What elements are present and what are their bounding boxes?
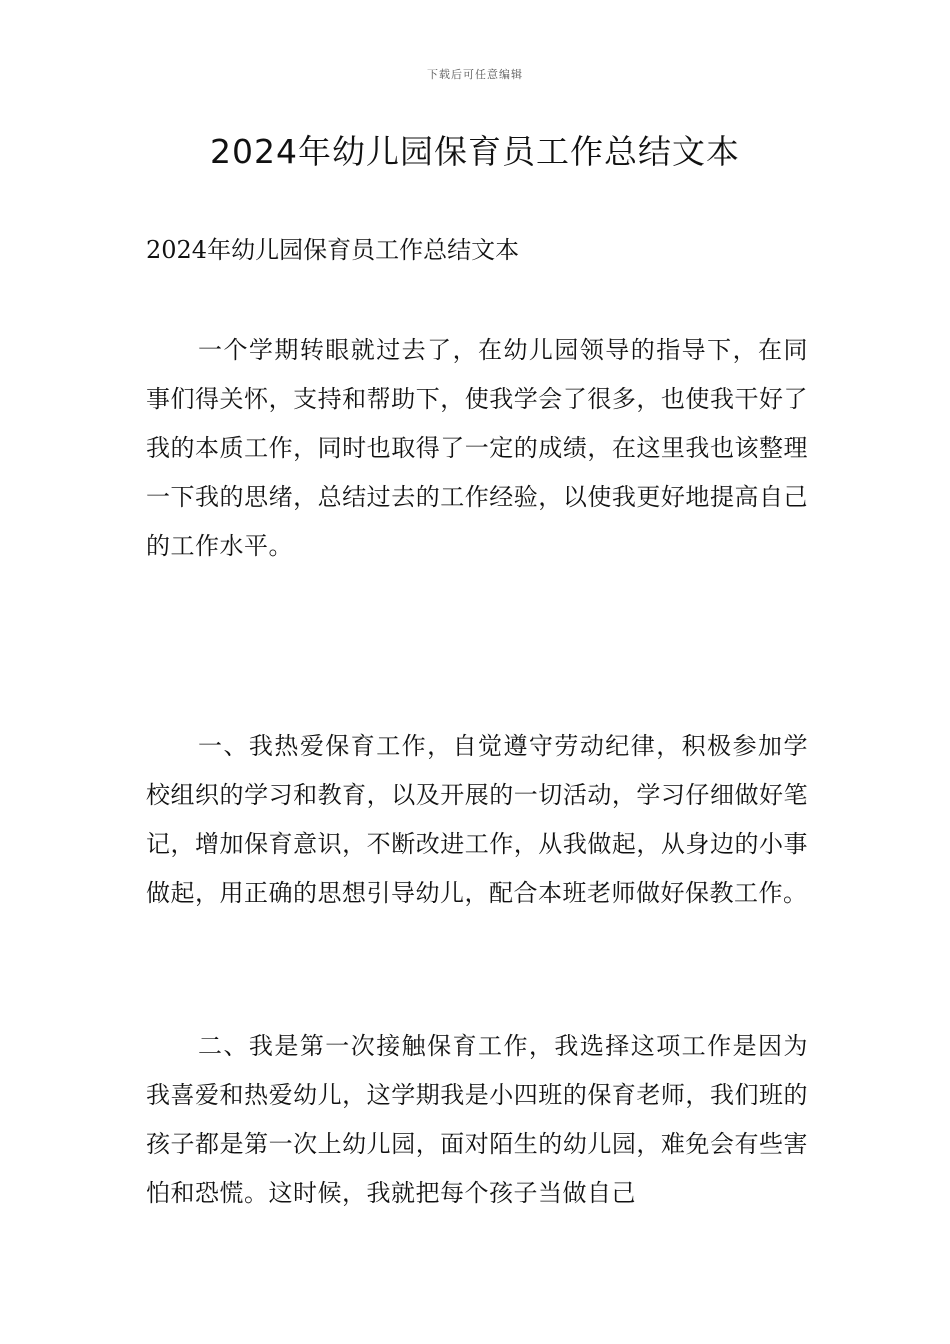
paragraph-section-one: 一、我热爱保育工作，自觉遵守劳动纪律，积极参加学校组织的学习和教育，以及开展的一切活动，学习仔细做好笔记，增加保育意识，不断改进工作，从我做起，从身边的小事做起，用正确的思想引导幼儿，配合本班老师做好保教工作。: [146, 732, 808, 907]
paragraph-intro: 一个学期转眼就过去了，在幼儿园领导的指导下，在同事们得关怀，支持和帮助下，使我学会了很多，也使我干好了我的本质工作，同时也取得了一定的成绩，在这里我也该整理一下我的思绪，总结过去的工作经验，以使我更好地提高自己的工作水平。: [146, 336, 808, 560]
document-subtitle: 2024年幼儿园保育员工作总结文本: [146, 236, 520, 264]
document-title: 2024年幼儿园保育员工作总结文本: [210, 132, 740, 171]
paragraph-section-two: 二、我是第一次接触保育工作，我选择这项工作是因为我喜爱和热爱幼儿，这学期我是小四班的保育老师，我们班的孩子都是第一次上幼儿园，面对陌生的幼儿园，难免会有些害怕和恐慌。这时候，我就把每个孩子当做自己: [146, 1032, 808, 1207]
header-note: 下载后可任意编辑: [427, 68, 523, 81]
